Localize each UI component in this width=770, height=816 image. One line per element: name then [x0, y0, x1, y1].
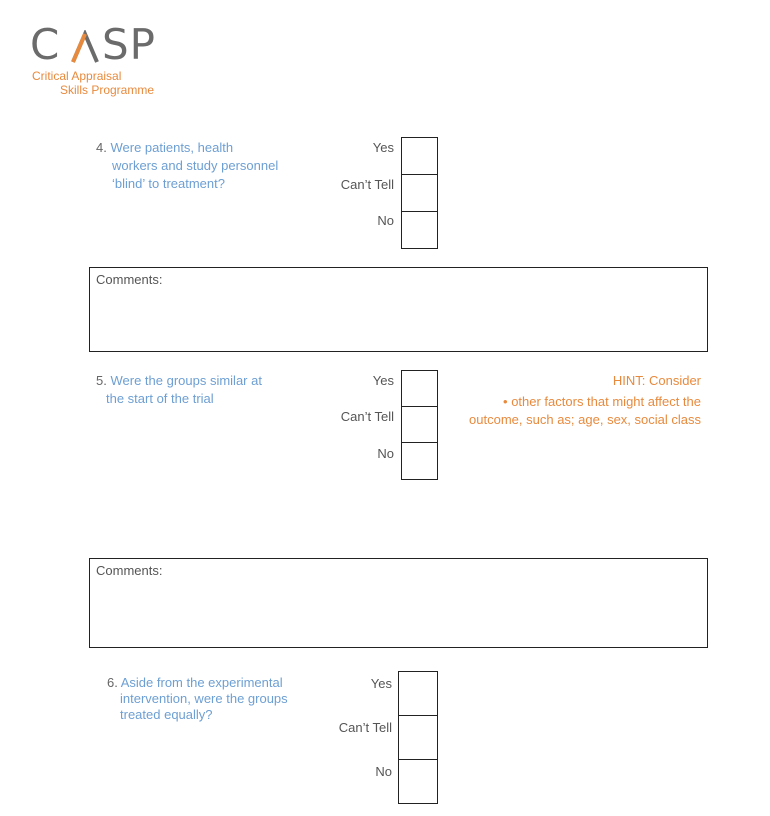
- question-6-line-2: intervention, were the groups: [120, 691, 288, 706]
- q6-yes-checkbox[interactable]: [398, 671, 438, 716]
- casp-logo: [30, 22, 190, 102]
- logo-letters-sp: SP: [102, 20, 156, 69]
- q6-no-checkbox[interactable]: [398, 759, 438, 804]
- q5-hint: [421, 372, 701, 429]
- q6-canttell-checkbox[interactable]: [398, 715, 438, 760]
- q4-canttell-checkbox[interactable]: [401, 174, 438, 212]
- q6-option-canttell-label: Can’t Tell: [338, 720, 392, 735]
- q5-hint-line-1: other factors that might affect the: [511, 394, 701, 409]
- logo-letter-c: C: [30, 20, 61, 69]
- q5-hint-title: HINT: Consider: [612, 373, 701, 388]
- logo-subtitle-line2: Skills Programme: [60, 83, 155, 97]
- question-6-line-3: treated equally?: [120, 707, 213, 722]
- hint-bullet-icon: •: [503, 394, 508, 409]
- q6-option-yes-label: Yes: [370, 676, 392, 691]
- question-6-text: [107, 675, 288, 723]
- question-5-line-1: Were the groups similar at: [110, 373, 262, 388]
- q4-no-checkbox[interactable]: [401, 211, 438, 249]
- q5-hint-line-2: outcome, such as; age, sex, social class: [469, 412, 701, 427]
- q6-option-no-label: No: [375, 764, 392, 779]
- logo-chevron-icon: [71, 30, 99, 64]
- comments-box-q4[interactable]: [89, 267, 708, 352]
- comments-box-q5[interactable]: [89, 558, 708, 648]
- q5-option-canttell-label: Can’t Tell: [340, 409, 394, 424]
- q4-option-yes-label: Yes: [372, 140, 394, 155]
- question-4-number: 4.: [96, 140, 107, 155]
- q5-no-checkbox[interactable]: [401, 442, 438, 480]
- question-6-number: 6.: [107, 675, 118, 690]
- question-4-line-2: workers and study personnel: [112, 158, 279, 173]
- q5-option-no-label: No: [377, 446, 394, 461]
- question-5-line-2: the start of the trial: [106, 391, 214, 406]
- q4-option-no-label: No: [377, 213, 394, 228]
- q4-yes-checkbox[interactable]: [401, 137, 438, 175]
- question-4-line-1: Were patients, health: [110, 140, 234, 155]
- question-5-number: 5.: [96, 373, 107, 388]
- question-4-text: [96, 139, 278, 193]
- q4-option-canttell-label: Can’t Tell: [340, 177, 394, 192]
- question-6-line-1: Aside from the experimental: [120, 675, 283, 690]
- question-4-line-3: ‘blind’ to treatment?: [112, 176, 225, 191]
- question-5-text: [96, 372, 262, 408]
- q5-option-yes-label: Yes: [372, 373, 394, 388]
- comments-label: Comments:: [96, 563, 163, 578]
- comments-label: Comments:: [96, 272, 163, 287]
- logo-subtitle-line1: Critical Appraisal: [32, 69, 122, 83]
